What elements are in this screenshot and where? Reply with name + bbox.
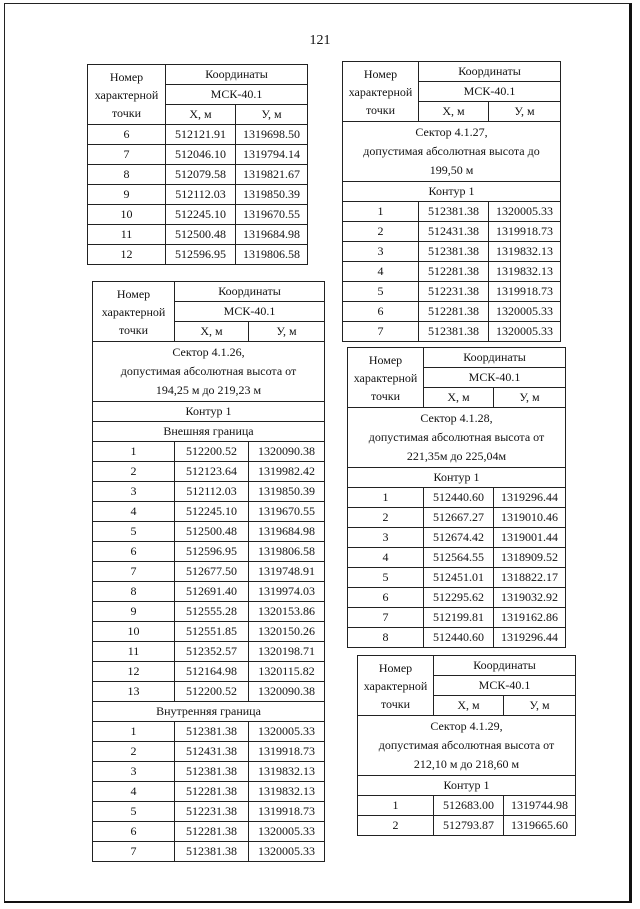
contour-label: Контур 1	[348, 468, 566, 488]
point-number-cell: 12	[93, 662, 175, 682]
y-coordinate-cell: 1320090.38	[249, 682, 325, 702]
sector-info	[348, 408, 566, 488]
y-coordinate-cell: 1319296.44	[494, 628, 566, 648]
x-coordinate-cell: 512200.52	[175, 682, 249, 702]
point-number-header	[343, 62, 419, 122]
text-line: 194,25 м до 219,23 м	[155, 383, 262, 397]
x-coordinate-cell: 512231.38	[419, 282, 489, 302]
y-coordinate-cell: 1319744.98	[504, 796, 576, 816]
coordinate-system-header: МСК-40.1	[166, 85, 308, 105]
y-coordinate-cell: 1319850.39	[236, 185, 308, 205]
x-coordinate-cell: 512164.98	[175, 662, 249, 682]
x-coordinate-cell: 512451.01	[424, 568, 494, 588]
y-coordinate-cell: 1319850.39	[249, 482, 325, 502]
coords-table-continued	[87, 64, 308, 265]
y-coordinate-cell: 1320153.86	[249, 602, 325, 622]
sector-description	[343, 122, 561, 182]
point-number-header	[93, 282, 175, 342]
table-row	[93, 642, 325, 662]
text-line: точки	[118, 322, 149, 337]
coordinate-system-header: МСК-40.1	[434, 676, 576, 696]
y-coordinate-cell: 1320005.33	[249, 842, 325, 862]
x-coordinate-cell: 512677.50	[175, 562, 249, 582]
x-coordinate-cell: 512596.95	[175, 542, 249, 562]
table-row	[88, 185, 308, 205]
x-column-header: Х, м	[419, 102, 489, 122]
sector-4-1-29-table	[357, 655, 576, 836]
x-coordinate-cell: 512381.38	[419, 322, 489, 342]
contour-label: Контур 1	[358, 776, 576, 796]
text-line: допустимая абсолютная высота от	[120, 364, 297, 378]
table-body	[343, 202, 561, 342]
y-column-header: У, м	[504, 696, 576, 716]
x-coordinate-cell: 512381.38	[175, 842, 249, 862]
x-coordinate-cell: 512352.57	[175, 642, 249, 662]
x-coordinate-cell: 512112.03	[166, 185, 236, 205]
table-row	[93, 442, 325, 462]
x-coordinate-cell: 512245.10	[175, 502, 249, 522]
text-line: Номер	[378, 660, 413, 675]
outer-boundary-rows	[93, 442, 325, 702]
y-coordinate-cell: 1319684.98	[249, 522, 325, 542]
text-line: Номер	[363, 66, 398, 81]
x-coordinate-cell: 512667.27	[424, 508, 494, 528]
contour-row	[93, 402, 325, 422]
x-coordinate-cell: 512281.38	[419, 262, 489, 282]
y-coordinate-cell: 1319794.14	[236, 145, 308, 165]
table-body	[88, 125, 308, 265]
table-row	[93, 462, 325, 482]
y-coordinate-cell: 1319001.44	[494, 528, 566, 548]
point-number-cell: 5	[343, 282, 419, 302]
y-coordinate-cell: 1320198.71	[249, 642, 325, 662]
table-header	[358, 656, 576, 716]
table-row	[88, 145, 308, 165]
x-coordinate-cell: 512281.38	[175, 782, 249, 802]
table-row	[93, 602, 325, 622]
x-coordinate-cell: 512281.38	[175, 822, 249, 842]
coordinate-system-header: МСК-40.1	[419, 82, 561, 102]
text-line: Сектор 4.1.29,	[430, 719, 503, 733]
x-coordinate-cell: 512551.85	[175, 622, 249, 642]
text-line: допустимая абсолютная высота до	[363, 144, 540, 158]
y-coordinate-cell: 1319010.46	[494, 508, 566, 528]
point-number-cell: 7	[88, 145, 166, 165]
table-row	[93, 482, 325, 502]
point-number-cell: 11	[93, 642, 175, 662]
table-row	[348, 528, 566, 548]
point-number-cell: 7	[343, 322, 419, 342]
x-column-header: Х, м	[175, 322, 249, 342]
sector-row	[348, 408, 566, 468]
table-row	[93, 742, 325, 762]
sector-row	[358, 716, 576, 776]
contour-label: Контур 1	[93, 402, 325, 422]
table-row	[358, 796, 576, 816]
text-line: точки	[380, 696, 411, 711]
point-number-cell: 6	[93, 822, 175, 842]
table-row	[348, 568, 566, 588]
point-number-cell: 4	[93, 502, 175, 522]
y-coordinate-cell: 1319918.73	[489, 222, 561, 242]
y-coordinate-cell: 1320115.82	[249, 662, 325, 682]
y-coordinate-cell: 1319162.86	[494, 608, 566, 628]
text-line: 212,10 м до 218,60 м	[413, 757, 520, 771]
sector-4-1-28-table	[347, 347, 566, 648]
y-coordinate-cell: 1319974.03	[249, 582, 325, 602]
x-coordinate-cell: 512231.38	[175, 802, 249, 822]
text-line: Сектор 4.1.26,	[172, 345, 245, 359]
table-row	[93, 722, 325, 742]
x-coordinate-cell: 512281.38	[419, 302, 489, 322]
text-line: Номер	[109, 69, 144, 84]
inner-boundary-title	[93, 702, 325, 722]
y-coordinate-cell: 1319748.91	[249, 562, 325, 582]
text-line: точки	[111, 105, 142, 120]
y-coordinate-cell: 1319670.55	[236, 205, 308, 225]
sector-info	[93, 342, 325, 422]
text-line: Сектор 4.1.27,	[415, 125, 488, 139]
sector-description	[358, 716, 576, 776]
sector-description	[93, 342, 325, 402]
y-coordinate-cell: 1319032.92	[494, 588, 566, 608]
x-coordinate-cell: 512500.48	[166, 225, 236, 245]
y-coordinate-cell: 1319918.73	[249, 742, 325, 762]
point-number-header	[88, 65, 166, 125]
table-row	[93, 562, 325, 582]
y-coordinate-cell: 1319296.44	[494, 488, 566, 508]
table-row	[88, 245, 308, 265]
text-line: допустимая абсолютная высота от	[368, 430, 545, 444]
point-number-cell: 12	[88, 245, 166, 265]
contour-row	[358, 776, 576, 796]
sector-4-1-27-table	[342, 61, 561, 342]
table-row	[88, 205, 308, 225]
header-row	[343, 62, 561, 82]
y-column-header: У, м	[489, 102, 561, 122]
point-number-cell: 3	[93, 482, 175, 502]
point-number-cell: 7	[348, 608, 424, 628]
page-number: 121	[309, 33, 331, 48]
point-number-cell: 6	[93, 542, 175, 562]
table-row	[343, 322, 561, 342]
sector-4-1-26-table	[92, 281, 325, 862]
y-coordinate-cell: 1319698.50	[236, 125, 308, 145]
point-number-cell: 1	[93, 722, 175, 742]
point-number-cell: 6	[88, 125, 166, 145]
table-row	[348, 628, 566, 648]
x-coordinate-cell: 512381.38	[419, 202, 489, 222]
coordinate-system-header: МСК-40.1	[175, 302, 325, 322]
table-header	[88, 65, 308, 125]
point-number-cell: 9	[88, 185, 166, 205]
x-coordinate-cell: 512199.81	[424, 608, 494, 628]
table-row	[93, 542, 325, 562]
y-coordinate-cell: 1319832.13	[249, 782, 325, 802]
x-coordinate-cell: 512245.10	[166, 205, 236, 225]
point-number-cell: 6	[348, 588, 424, 608]
table-row	[343, 302, 561, 322]
point-number-cell: 8	[348, 628, 424, 648]
x-coordinate-cell: 512564.55	[424, 548, 494, 568]
text-line: 199,50 м	[429, 163, 474, 177]
table-row	[93, 842, 325, 862]
y-column-header: У, м	[236, 105, 308, 125]
header-row	[348, 348, 566, 368]
text-line: характерной	[353, 370, 418, 385]
table-row	[348, 548, 566, 568]
x-coordinate-cell: 512046.10	[166, 145, 236, 165]
y-coordinate-cell: 1318822.17	[494, 568, 566, 588]
table-header	[343, 62, 561, 122]
table-header	[93, 282, 325, 342]
point-number-cell: 9	[93, 602, 175, 622]
point-number-cell: 11	[88, 225, 166, 245]
y-coordinate-cell: 1319918.73	[249, 802, 325, 822]
y-coordinate-cell: 1320005.33	[489, 322, 561, 342]
y-coordinate-cell: 1320005.33	[249, 722, 325, 742]
table-row	[348, 488, 566, 508]
table-row	[343, 202, 561, 222]
point-number-cell: 7	[93, 562, 175, 582]
outer-boundary-title	[93, 422, 325, 442]
point-number-cell: 2	[93, 742, 175, 762]
point-number-cell: 4	[343, 262, 419, 282]
coordinates-header: Координаты	[424, 348, 566, 368]
coordinates-header: Координаты	[434, 656, 576, 676]
point-number-cell: 2	[93, 462, 175, 482]
coordinates-header: Координаты	[166, 65, 308, 85]
x-coordinate-cell: 512431.38	[175, 742, 249, 762]
point-number-cell: 6	[343, 302, 419, 322]
x-coordinate-cell: 512431.38	[419, 222, 489, 242]
table-body	[358, 796, 576, 836]
boundary-title: Внешняя граница	[93, 422, 325, 442]
table-body	[348, 488, 566, 648]
table-row	[88, 165, 308, 185]
x-coordinate-cell: 512440.60	[424, 628, 494, 648]
sector-info	[358, 716, 576, 796]
point-number-cell: 8	[93, 582, 175, 602]
table-row	[93, 502, 325, 522]
x-coordinate-cell: 512295.62	[424, 588, 494, 608]
point-number-cell: 5	[93, 802, 175, 822]
text-line: допустимая абсолютная высота от	[378, 738, 555, 752]
table-row	[348, 588, 566, 608]
point-number-cell: 7	[93, 842, 175, 862]
table-row	[93, 662, 325, 682]
table-row	[93, 762, 325, 782]
contour-row	[348, 468, 566, 488]
y-coordinate-cell: 1319821.67	[236, 165, 308, 185]
point-number-cell: 4	[93, 782, 175, 802]
sector-row	[343, 122, 561, 182]
x-coordinate-cell: 512381.38	[419, 242, 489, 262]
header-row	[93, 282, 325, 302]
table-row	[93, 582, 325, 602]
table-row	[343, 282, 561, 302]
contour-row	[343, 182, 561, 202]
sector-description	[348, 408, 566, 468]
point-number-cell: 4	[348, 548, 424, 568]
y-coordinate-cell: 1319918.73	[489, 282, 561, 302]
text-line: точки	[365, 102, 396, 117]
point-number-cell: 10	[93, 622, 175, 642]
y-column-header: У, м	[249, 322, 325, 342]
table-row	[93, 682, 325, 702]
table-row	[358, 816, 576, 836]
text-line: Сектор 4.1.28,	[420, 411, 493, 425]
x-coordinate-cell: 512683.00	[434, 796, 504, 816]
y-coordinate-cell: 1320005.33	[249, 822, 325, 842]
x-coordinate-cell: 512440.60	[424, 488, 494, 508]
x-coordinate-cell: 512793.87	[434, 816, 504, 836]
inner-boundary-rows	[93, 722, 325, 862]
y-coordinate-cell: 1318909.52	[494, 548, 566, 568]
header-row	[358, 656, 576, 676]
y-coordinate-cell: 1319806.58	[249, 542, 325, 562]
table-row	[343, 222, 561, 242]
y-coordinate-cell: 1319806.58	[236, 245, 308, 265]
coordinate-system-header: МСК-40.1	[424, 368, 566, 388]
text-line: характерной	[348, 84, 413, 99]
y-coordinate-cell: 1320005.33	[489, 302, 561, 322]
y-coordinate-cell: 1319670.55	[249, 502, 325, 522]
x-coordinate-cell: 512691.40	[175, 582, 249, 602]
y-coordinate-cell: 1320150.26	[249, 622, 325, 642]
point-number-cell: 10	[88, 205, 166, 225]
y-coordinate-cell: 1320090.38	[249, 442, 325, 462]
y-coordinate-cell: 1319832.13	[489, 242, 561, 262]
sector-row	[93, 342, 325, 402]
y-coordinate-cell: 1319832.13	[249, 762, 325, 782]
text-line: Номер	[368, 352, 403, 367]
y-coordinate-cell: 1320005.33	[489, 202, 561, 222]
x-coordinate-cell: 512112.03	[175, 482, 249, 502]
table-row	[343, 242, 561, 262]
point-number-cell: 3	[343, 242, 419, 262]
table-row	[93, 622, 325, 642]
point-number-cell: 5	[93, 522, 175, 542]
x-column-header: Х, м	[434, 696, 504, 716]
boundary-title: Внутренняя граница	[93, 702, 325, 722]
table-row	[93, 802, 325, 822]
x-coordinate-cell: 512555.28	[175, 602, 249, 622]
point-number-cell: 3	[348, 528, 424, 548]
sector-info	[343, 122, 561, 202]
point-number-cell: 3	[93, 762, 175, 782]
point-number-cell: 2	[343, 222, 419, 242]
point-number-cell: 1	[343, 202, 419, 222]
x-coordinate-cell: 512079.58	[166, 165, 236, 185]
x-coordinate-cell: 512121.91	[166, 125, 236, 145]
x-coordinate-cell: 512381.38	[175, 722, 249, 742]
table-row	[93, 782, 325, 802]
text-line: Номер	[116, 286, 151, 301]
y-column-header: У, м	[494, 388, 566, 408]
table-row	[93, 822, 325, 842]
point-number-cell: 5	[348, 568, 424, 588]
x-coordinate-cell: 512123.64	[175, 462, 249, 482]
text-line: 221,35м до 225,04м	[406, 449, 507, 463]
group-title-row	[93, 702, 325, 722]
x-column-header: Х, м	[424, 388, 494, 408]
table-row	[348, 608, 566, 628]
y-coordinate-cell: 1319665.60	[504, 816, 576, 836]
point-number-cell: 1	[358, 796, 434, 816]
text-line: характерной	[363, 678, 428, 693]
point-number-cell: 13	[93, 682, 175, 702]
x-coordinate-cell: 512200.52	[175, 442, 249, 462]
contour-label: Контур 1	[343, 182, 561, 202]
point-number-cell: 1	[348, 488, 424, 508]
x-coordinate-cell: 512500.48	[175, 522, 249, 542]
y-coordinate-cell: 1319684.98	[236, 225, 308, 245]
text-line: точки	[370, 388, 401, 403]
table-row	[88, 125, 308, 145]
table-row	[343, 262, 561, 282]
coordinates-header: Координаты	[419, 62, 561, 82]
table-row	[93, 522, 325, 542]
point-number-cell: 1	[93, 442, 175, 462]
group-title-row	[93, 422, 325, 442]
point-number-cell: 2	[358, 816, 434, 836]
x-column-header: Х, м	[166, 105, 236, 125]
text-line: характерной	[94, 87, 159, 102]
x-coordinate-cell: 512674.42	[424, 528, 494, 548]
x-coordinate-cell: 512381.38	[175, 762, 249, 782]
text-line: характерной	[101, 304, 166, 319]
point-number-cell: 8	[88, 165, 166, 185]
point-number-header	[358, 656, 434, 716]
point-number-header	[348, 348, 424, 408]
table-header	[348, 348, 566, 408]
x-coordinate-cell: 512596.95	[166, 245, 236, 265]
coordinates-header: Координаты	[175, 282, 325, 302]
y-coordinate-cell: 1319832.13	[489, 262, 561, 282]
y-coordinate-cell: 1319982.42	[249, 462, 325, 482]
header-row	[88, 65, 308, 85]
table-row	[88, 225, 308, 245]
point-number-cell: 2	[348, 508, 424, 528]
table-row	[348, 508, 566, 528]
